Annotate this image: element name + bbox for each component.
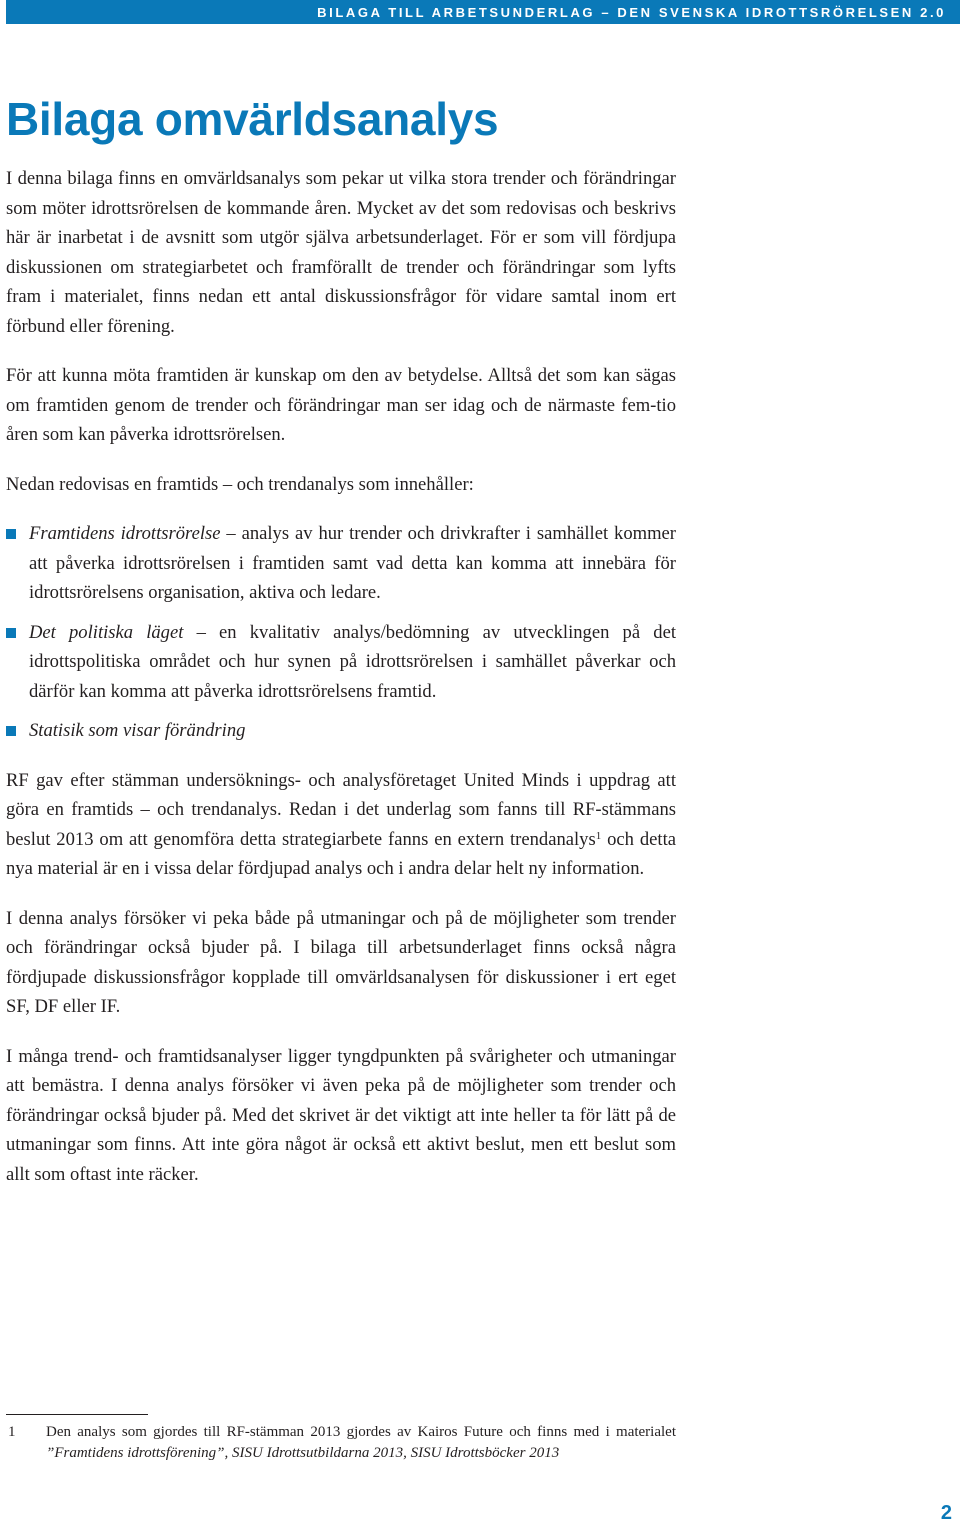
list-item-term: Statisik som visar förändring: [29, 720, 246, 741]
paragraph-text: och detta nya material är en i vissa delar fördjupad analys och i andra delar helt ny information.: [6, 828, 677, 879]
paragraph-united-minds: [6, 766, 676, 884]
paragraph-knowledge: För att kunna möta framtiden är kunskap om den av betydelse. Alltså det som kan sägas om framtiden genom de trender och förändringar man ser idag och de närmaste fem-tio åren som kan påverka idrottsrörelsen.: [6, 365, 676, 445]
running-header-bar: [6, 0, 960, 24]
footnote-text-italic: ”Framtidens idrottsförening”, SISU Idrottsutbildarna 2013, SISU Idrottsböcker 2013: [46, 1445, 560, 1461]
list-item: [6, 716, 676, 746]
list-item: [6, 618, 676, 707]
footnote-reference[interactable]: 1: [595, 829, 602, 842]
footnote-divider: [6, 1414, 148, 1415]
list-item-text: – analys av hur trender och drivkrafter i samhället kommer att påverka idrottsrörelsen i framtiden samt vad detta kan komma att innebära för idrottsrörelsens organisation, aktiva och ledare.: [29, 523, 676, 603]
page-number: 2: [940, 1502, 952, 1524]
list-item-term: Det politiska läget: [29, 621, 184, 643]
analysis-contents-list: [6, 519, 676, 746]
running-header-title: BILAGA TILL ARBETSUNDERLAG – DEN SVENSKA IDROTTSRÖRELSEN 2.0: [317, 5, 946, 20]
paragraph-intro: I denna bilaga finns en omvärldsanalys som pekar ut vilka stora trender och förändringar som möter idrottsrörelsen de kommande åren. Mycket av det som redovisas och beskrivs här är inarbetat i de avsnitt som utgör själva arbetsunderlaget. För er som vill fördjupa diskussionen om strategiarbetet och framförallt de trender och förändringar som lyfts fram i materialet, finns nedan ett antal diskussionsfrågor för vidare samtal inom ert förbund eller förening.: [6, 168, 676, 337]
square-bullet-icon: [6, 726, 16, 736]
footnote-text: [46, 1422, 676, 1464]
paragraph-opportunities: I denna analys försöker vi peka både på utmaningar och på de möjligheter som trender och förändringar också bjuder på. I bilaga till arbetsunderlaget finns också några fördjupade diskussionsfrågor kopplade till omvärldsanalysen för diskussioner i ert eget SF, DF eller IF.: [6, 907, 676, 1017]
paragraph-challenges: I många trend- och framtidsanalyser ligger tyngdpunkten på svårigheter och utmaningar att bemästra. I denna analys försöker vi även peka på de möjligheter som trender och förändringar också bjuder på. Med det skrivet är det viktigt att inte heller ta för lätt på de utmaningar som finns. Att inte göra något är också ett aktivt beslut, men ett beslut som allt som oftast inte räcker.: [6, 1045, 676, 1185]
square-bullet-icon: [6, 529, 16, 539]
list-item-term: Framtidens idrottsrörelse: [29, 523, 221, 544]
page-title: Bilaga omvärldsanalys: [6, 93, 499, 145]
footnote-text-plain: Den analys som gjordes till RF-stämman 2013 gjordes av Kairos Future och finns med i materialet: [46, 1424, 676, 1440]
square-bullet-icon: [6, 628, 16, 638]
footnote-number: 1: [8, 1424, 16, 1440]
body-text: [6, 164, 676, 1209]
footnote: [6, 1422, 676, 1464]
list-item: [6, 519, 676, 608]
paragraph-list-intro: Nedan redovisas en framtids – och trendanalys som innehåller:: [6, 473, 474, 495]
list-item-text: – en kvalitativ analys/bedömning av utvecklingen på det idrottspolitiska området och hur synen på idrottsrörelsen i samhället påverkar och därför kan komma att påverka idrottsrörelsens framtid.: [29, 621, 676, 702]
paragraph-text: RF gav efter stämman undersöknings- och analysföretaget United Minds i uppdrag att göra en framtids – och trendanalys. Redan i det underlag som fanns till RF-stämmans beslut 2013 om att genomföra detta strategiarbete fanns en extern trendanalys: [6, 769, 676, 850]
